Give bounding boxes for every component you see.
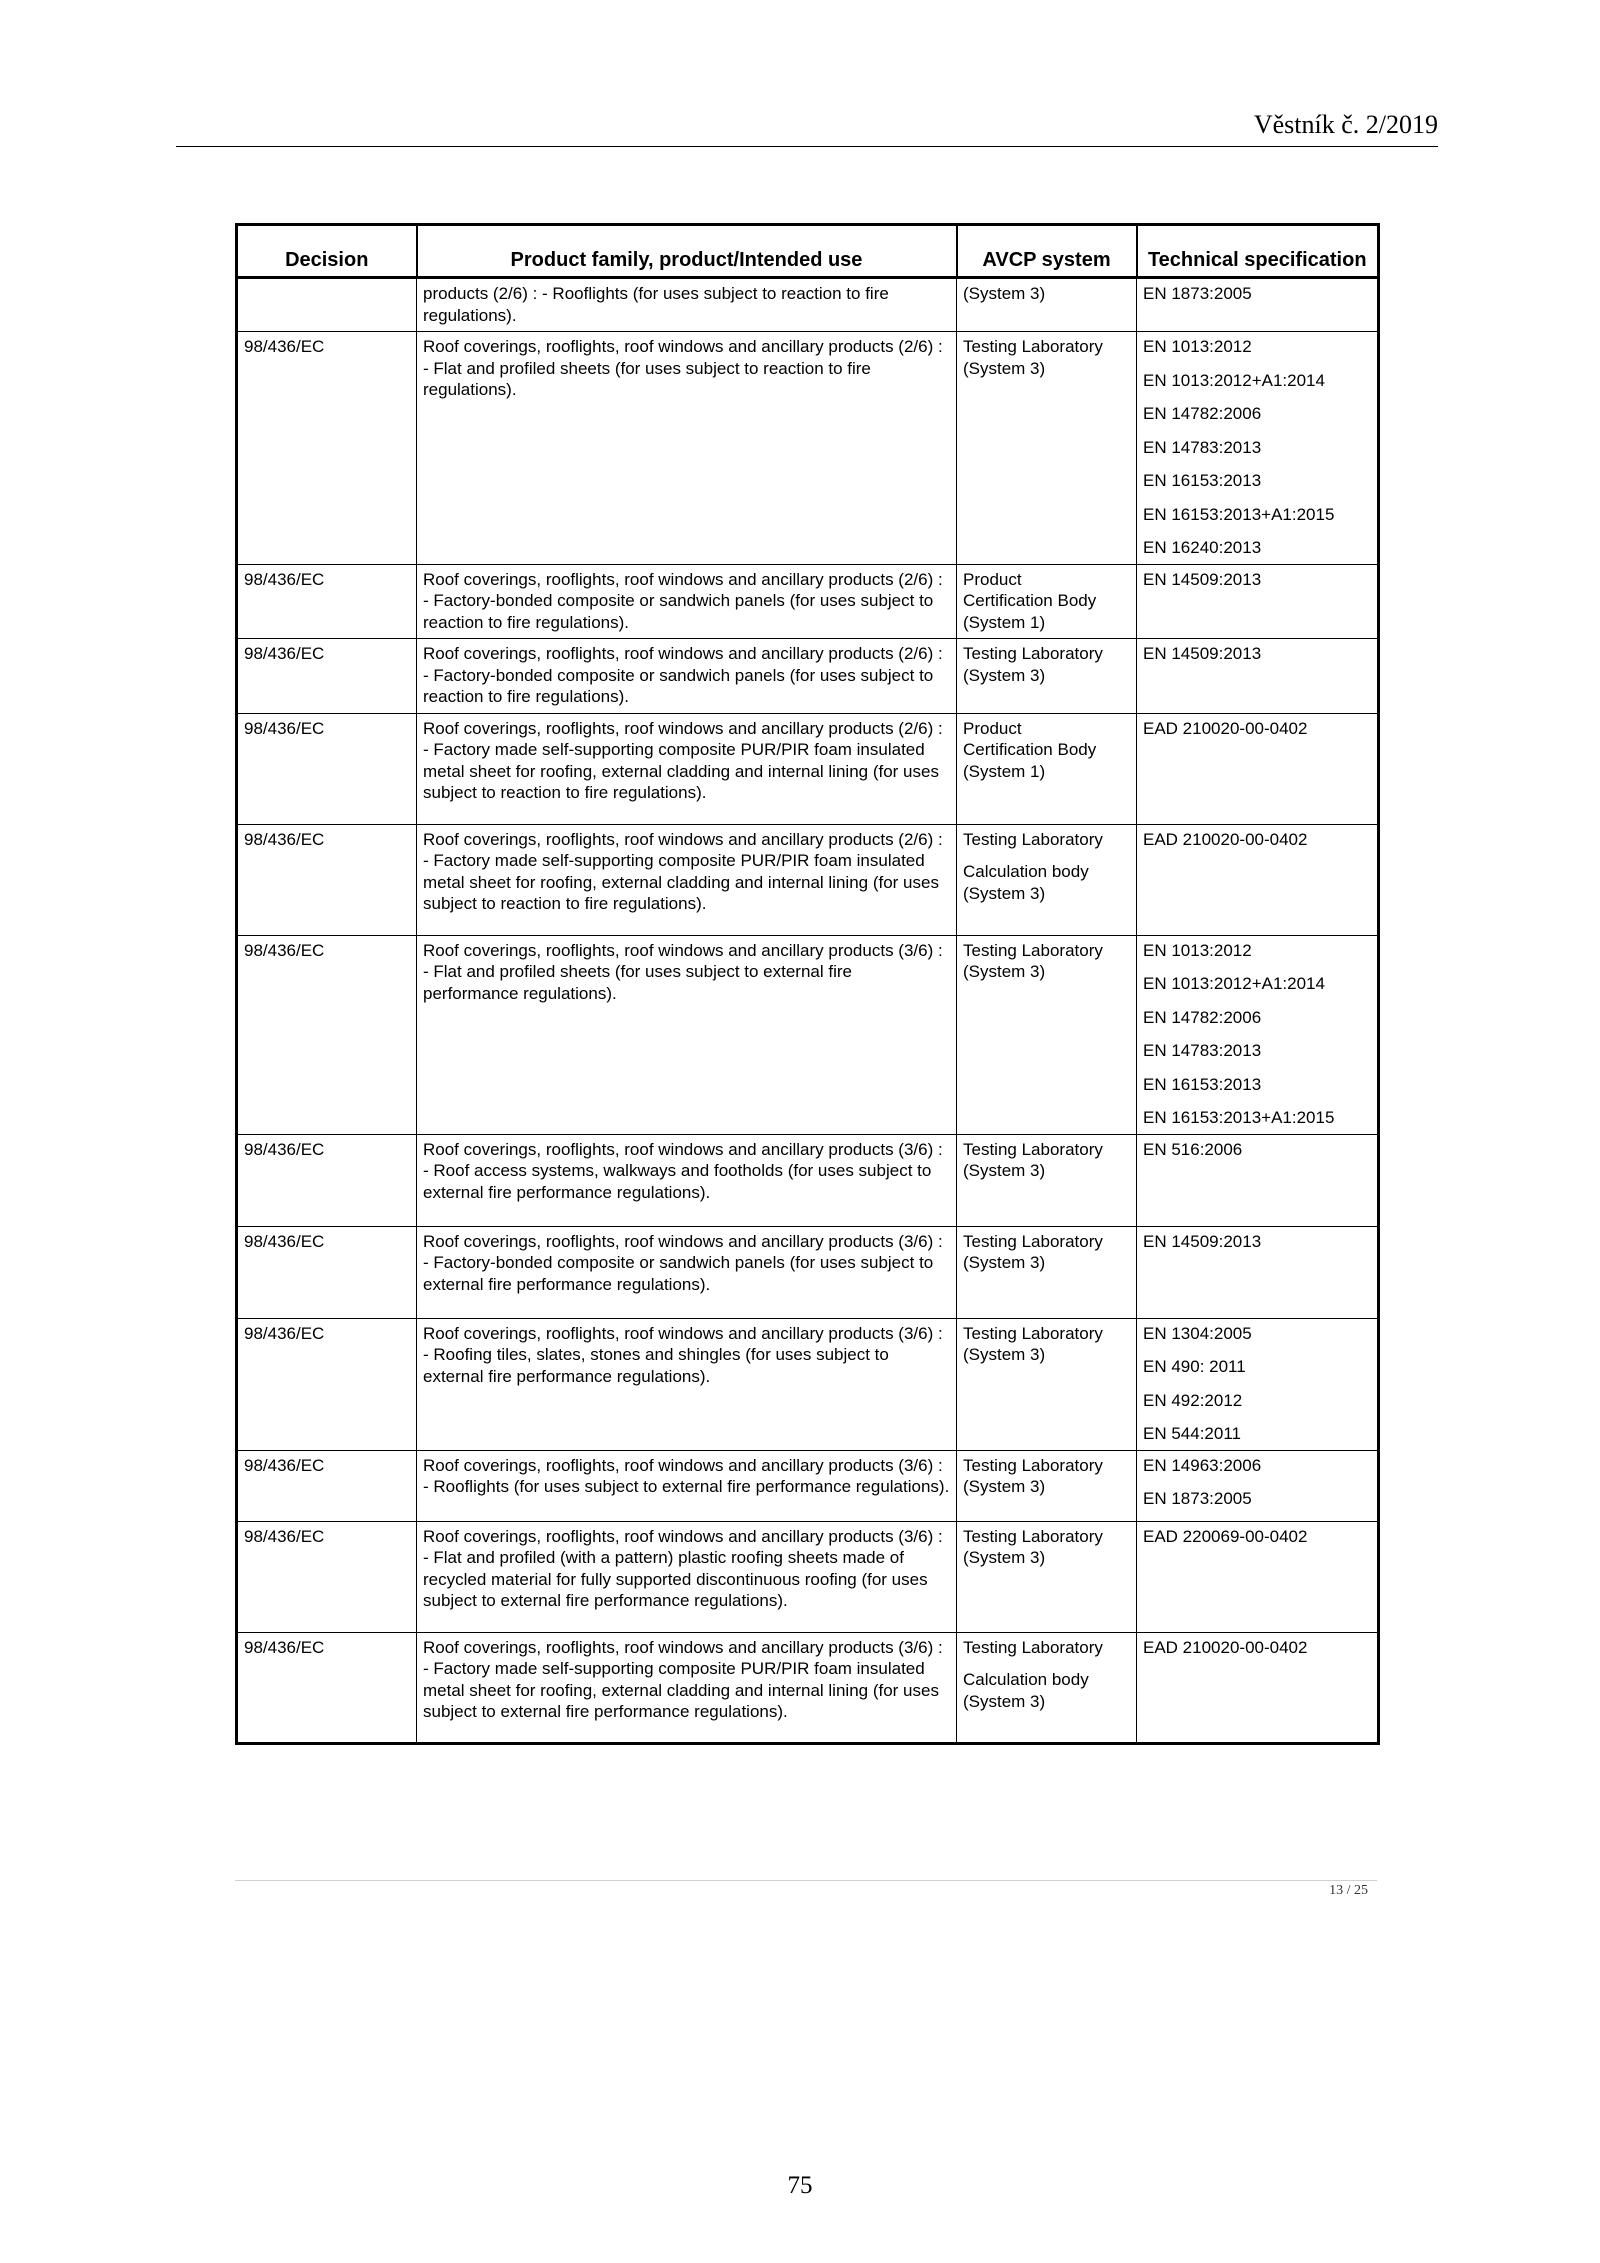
table-row <box>237 935 1379 1134</box>
specification-item: EAD 210020-00-0402 <box>1143 1637 1308 1657</box>
avcp-cell <box>957 1521 1137 1632</box>
avcp-line: (System 3) <box>963 665 1046 685</box>
journal-title: Věstník č. 2/2019 <box>1253 110 1438 139</box>
avcp-line: (System 3) <box>963 1345 1046 1364</box>
specification-item: EN 16153:2013+A1:2015 <box>1143 1108 1335 1127</box>
specification-cell <box>1137 824 1379 935</box>
avcp-line: Testing Laboratory <box>963 1323 1103 1343</box>
specification-item: EN 14783:2013 <box>1143 437 1262 457</box>
avcp-line: Testing Laboratory <box>963 337 1103 356</box>
table-header-row <box>237 225 1379 278</box>
specification-cell <box>1137 639 1379 714</box>
specification-item: EN 1013:2012+A1:2014 <box>1143 370 1325 390</box>
specification-cell <box>1137 935 1379 1134</box>
avcp-line: (System 1) <box>963 761 1046 781</box>
avcp-line: (System 3) <box>963 1691 1046 1711</box>
specification-item: EN 14782:2006 <box>1143 1007 1262 1027</box>
avcp-line: (System 3) <box>963 284 1046 303</box>
avcp-line: Testing Laboratory <box>963 1637 1103 1657</box>
decision-cell: 98/436/EC <box>237 1226 417 1318</box>
specification-item: EN 1013:2012 <box>1143 337 1252 356</box>
decision-cell: 98/436/EC <box>237 1134 417 1226</box>
avcp-table <box>235 223 1380 1745</box>
avcp-line: Testing Laboratory <box>963 1231 1103 1251</box>
avcp-line: (System 3) <box>963 1548 1046 1567</box>
product-cell: Roof coverings, rooflights, roof windows and ancillary products (3/6) : - Flat and profiled sheets (for uses subject to external fire performance regulations). <box>417 935 957 1134</box>
specification-cell <box>1137 278 1379 332</box>
table-row <box>237 278 1379 332</box>
decision-cell: 98/436/EC <box>237 332 417 565</box>
table-row <box>237 1226 1379 1318</box>
table-row <box>237 332 1379 565</box>
page-of-counter: 13 / 25 <box>1329 1883 1368 1898</box>
avcp-cell <box>957 1226 1137 1318</box>
avcp-line: Calculation body <box>963 862 1089 881</box>
avcp-cell <box>957 1450 1137 1521</box>
avcp-line: (System 3) <box>963 1253 1046 1272</box>
avcp-cell <box>957 278 1137 332</box>
avcp-line: (System 1) <box>963 612 1046 632</box>
product-cell: Roof coverings, rooflights, roof windows and ancillary products (3/6) : - Rooflights (for uses subject to external fire performance regulations). <box>417 1450 957 1521</box>
avcp-cell <box>957 332 1137 565</box>
avcp-line: Testing Laboratory <box>963 644 1103 663</box>
page-header <box>176 108 1438 147</box>
specification-cell <box>1137 1521 1379 1632</box>
specification-item: EN 16153:2013 <box>1143 1074 1262 1094</box>
specification-item: EN 490: 2011 <box>1143 1357 1246 1376</box>
avcp-cell <box>957 1134 1137 1226</box>
footer-divider <box>235 1880 1377 1881</box>
specification-item: EN 1013:2012 <box>1143 940 1252 960</box>
avcp-line: Product <box>963 569 1022 589</box>
specification-item: EN 16153:2013+A1:2015 <box>1143 504 1335 524</box>
column-header-decision: Decision <box>237 225 417 278</box>
decision-cell: 98/436/EC <box>237 1632 417 1743</box>
avcp-cell <box>957 1632 1137 1743</box>
product-cell: Roof coverings, rooflights, roof windows and ancillary products (3/6) : - Factory made self-supporting composite PUR/PIR foam insulated metal sheet for roofing, external cladding and internal lining (for uses subject to external fire performance regulations). <box>417 1632 957 1743</box>
specification-item: EN 1304:2005 <box>1143 1323 1252 1343</box>
specification-item: EN 16153:2013 <box>1143 471 1262 490</box>
decision-cell: 98/436/EC <box>237 935 417 1134</box>
avcp-line: Calculation body <box>963 1670 1089 1689</box>
table-row <box>237 1450 1379 1521</box>
decision-cell: 98/436/EC <box>237 564 417 639</box>
specification-item: EN 14509:2013 <box>1143 644 1262 663</box>
specification-cell <box>1137 332 1379 565</box>
avcp-line: (System 3) <box>963 358 1046 378</box>
table-row <box>237 1521 1379 1632</box>
product-cell: Roof coverings, rooflights, roof windows and ancillary products (3/6) : - Roof access systems, walkways and footholds (for uses subject to external fire performance regulations). <box>417 1134 957 1226</box>
table-row <box>237 1134 1379 1226</box>
decision-cell: 98/436/EC <box>237 1521 417 1632</box>
specification-cell <box>1137 1134 1379 1226</box>
decision-cell <box>237 278 417 332</box>
specification-item: EN 14783:2013 <box>1143 1041 1262 1060</box>
avcp-line: (System 3) <box>963 1161 1046 1180</box>
specification-item: EAD 210020-00-0402 <box>1143 829 1308 849</box>
column-header-avcp: AVCP system <box>957 225 1137 278</box>
decision-cell: 98/436/EC <box>237 1318 417 1450</box>
product-cell: Roof coverings, rooflights, roof windows and ancillary products (2/6) : - Factory made self-supporting composite PUR/PIR foam insulated metal sheet for roofing, external cladding and internal lining (for uses subject to reaction to fire regulations). <box>417 713 957 824</box>
decision-cell: 98/436/EC <box>237 713 417 824</box>
product-cell: Roof coverings, rooflights, roof windows and ancillary products (2/6) : - Factory-bonded composite or sandwich panels (for uses subject to reaction to fire regulations). <box>417 564 957 639</box>
avcp-cell <box>957 564 1137 639</box>
table-row <box>237 564 1379 639</box>
table-row <box>237 713 1379 824</box>
specification-cell <box>1137 564 1379 639</box>
product-cell: Roof coverings, rooflights, roof windows and ancillary products (3/6) : - Roofing tiles, slates, stones and shingles (for uses subject to external fire performance regulations). <box>417 1318 957 1450</box>
specification-item: EN 1873:2005 <box>1143 1489 1252 1508</box>
table-body <box>237 278 1379 1744</box>
specification-cell <box>1137 1450 1379 1521</box>
product-cell: Roof coverings, rooflights, roof windows and ancillary products (3/6) : - Flat and profiled (with a pattern) plastic roofing sheets made of recycled material for fully supported discontinuous roofing (for uses subject to external fire performance regulations). <box>417 1521 957 1632</box>
avcp-cell <box>957 824 1137 935</box>
specification-item: EN 492:2012 <box>1143 1390 1243 1410</box>
avcp-cell <box>957 935 1137 1134</box>
avcp-line: (System 3) <box>963 962 1046 981</box>
specification-item: EAD 220069-00-0402 <box>1143 1526 1308 1546</box>
specification-item: EN 14509:2013 <box>1143 569 1262 589</box>
product-cell: Roof coverings, rooflights, roof windows and ancillary products (2/6) : - Factory made self-supporting composite PUR/PIR foam insulated metal sheet for roofing, external cladding and internal lining (for uses subject to reaction to fire regulations). <box>417 824 957 935</box>
avcp-line: (System 3) <box>963 883 1046 903</box>
product-cell: Roof coverings, rooflights, roof windows and ancillary products (2/6) : - Flat and profiled sheets (for uses subject to reaction to fire regulations). <box>417 332 957 565</box>
table-row <box>237 824 1379 935</box>
decision-cell: 98/436/EC <box>237 639 417 714</box>
page-number: 75 <box>787 2172 813 2199</box>
avcp-cell <box>957 639 1137 714</box>
specification-item: EN 14782:2006 <box>1143 404 1262 423</box>
specification-item: EN 1013:2012+A1:2014 <box>1143 974 1325 993</box>
specification-item: EN 544:2011 <box>1143 1424 1241 1443</box>
avcp-line: Product <box>963 718 1022 738</box>
column-header-product: Product family, product/Intended use <box>417 225 957 278</box>
specification-cell <box>1137 1632 1379 1743</box>
avcp-line: Testing Laboratory <box>963 940 1103 960</box>
avcp-line: Certification Body <box>963 591 1097 610</box>
specification-item: EN 14963:2006 <box>1143 1455 1262 1475</box>
specification-item: EN 1873:2005 <box>1143 284 1252 303</box>
specification-cell <box>1137 713 1379 824</box>
table-row <box>237 639 1379 714</box>
specification-item: EN 14509:2013 <box>1143 1231 1262 1251</box>
product-cell: products (2/6) : - Rooflights (for uses subject to reaction to fire regulations). <box>417 278 957 332</box>
table-row <box>237 1318 1379 1450</box>
avcp-cell <box>957 1318 1137 1450</box>
decision-cell: 98/436/EC <box>237 1450 417 1521</box>
avcp-line: Testing Laboratory <box>963 1455 1103 1475</box>
avcp-cell <box>957 713 1137 824</box>
product-cell: Roof coverings, rooflights, roof windows and ancillary products (3/6) : - Factory-bonded composite or sandwich panels (for uses subject to external fire performance regulations). <box>417 1226 957 1318</box>
avcp-line: Testing Laboratory <box>963 1526 1103 1546</box>
table-row <box>237 1632 1379 1743</box>
avcp-line: Certification Body <box>963 740 1097 759</box>
specification-item: EN 516:2006 <box>1143 1139 1243 1159</box>
column-header-specification: Technical specification <box>1137 225 1379 278</box>
avcp-line: Testing Laboratory <box>963 1139 1103 1159</box>
specification-cell <box>1137 1226 1379 1318</box>
specification-cell <box>1137 1318 1379 1450</box>
product-cell: Roof coverings, rooflights, roof windows and ancillary products (2/6) : - Factory-bonded composite or sandwich panels (for uses subject to reaction to fire regulations). <box>417 639 957 714</box>
avcp-line: Testing Laboratory <box>963 829 1103 849</box>
specification-item: EN 16240:2013 <box>1143 538 1262 557</box>
decision-cell: 98/436/EC <box>237 824 417 935</box>
avcp-line: (System 3) <box>963 1477 1046 1496</box>
specification-item: EAD 210020-00-0402 <box>1143 718 1308 738</box>
